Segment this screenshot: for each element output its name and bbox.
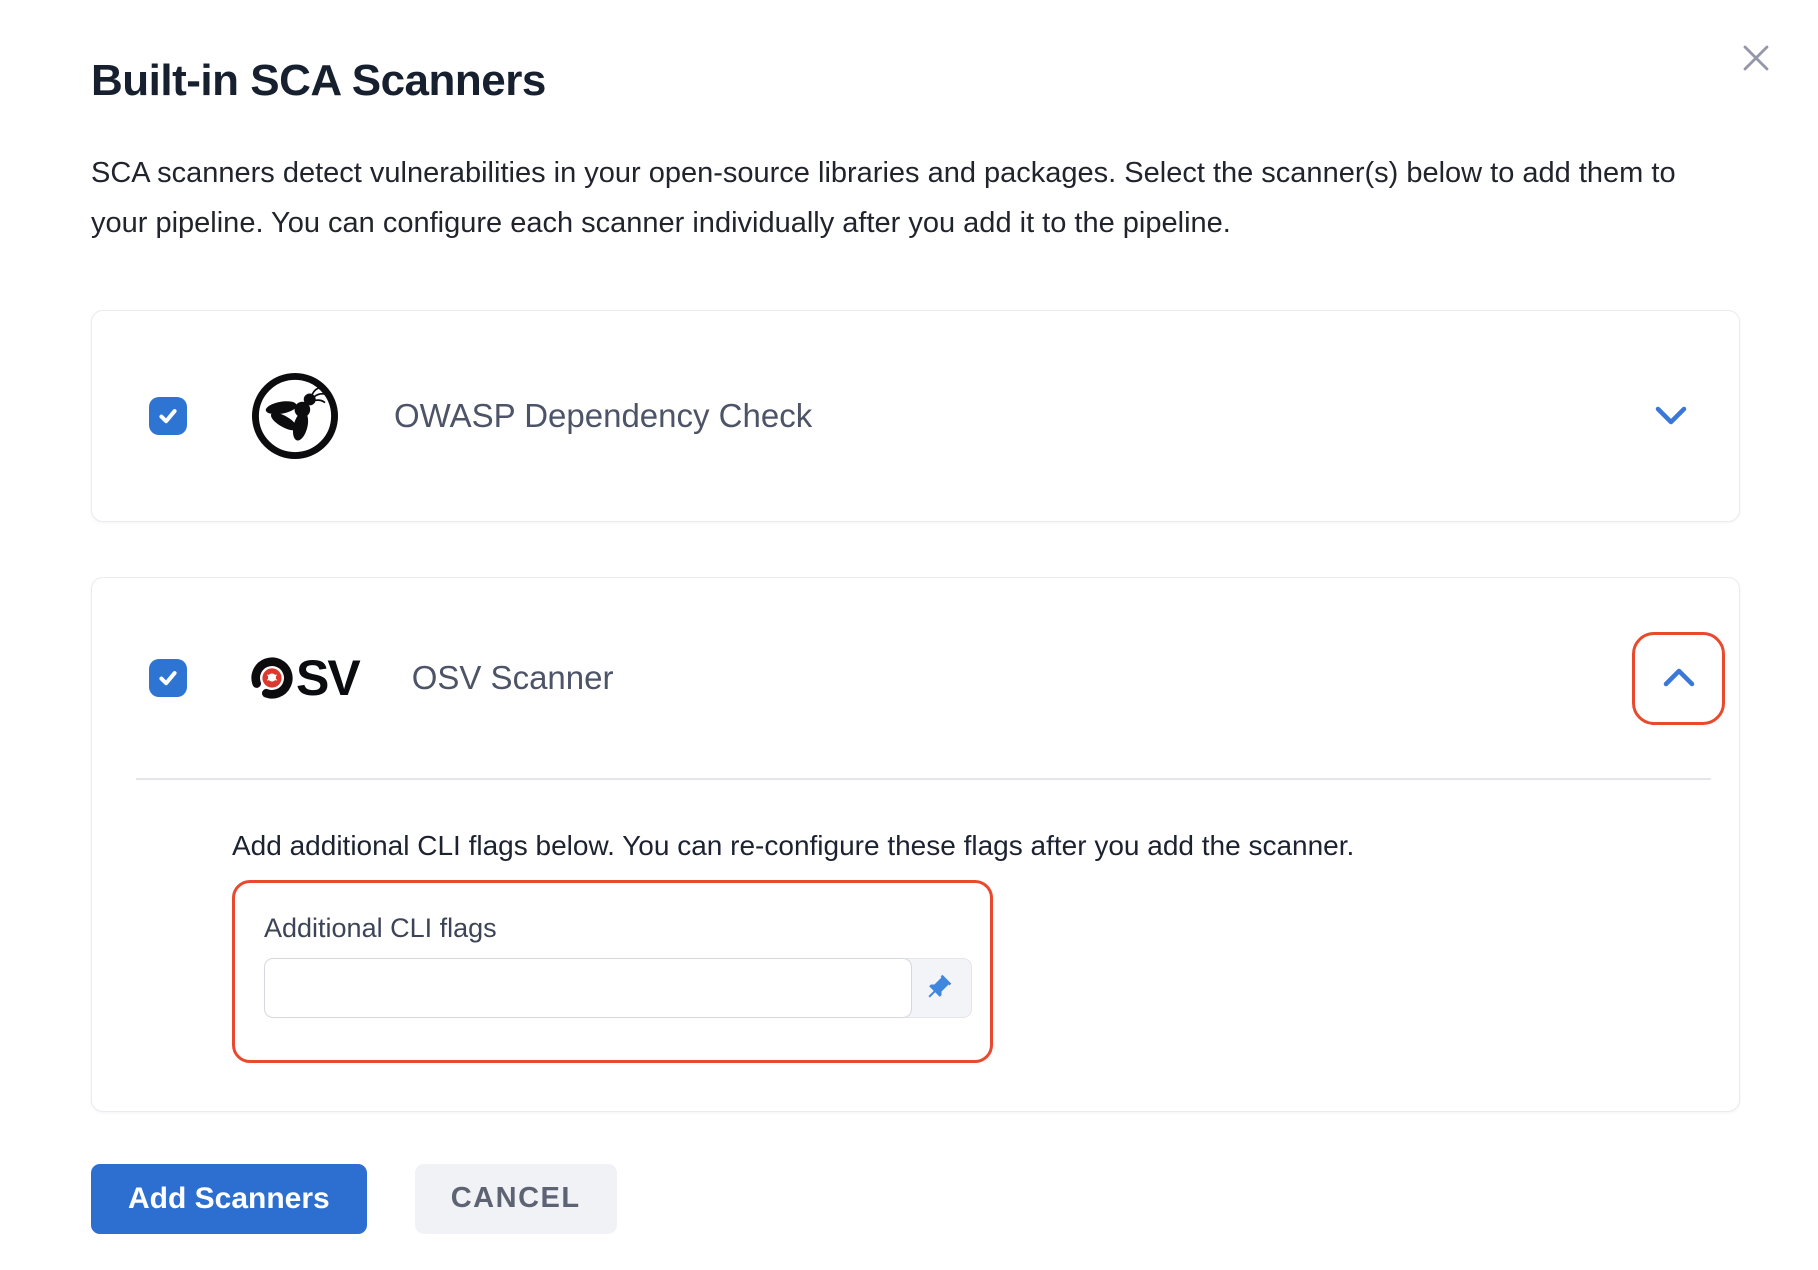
cancel-button[interactable]: CANCEL [415, 1164, 617, 1234]
owasp-checkbox[interactable] [149, 397, 187, 435]
osv-logo-icon [249, 650, 359, 706]
checkmark-icon [157, 667, 179, 689]
close-icon [1739, 41, 1773, 75]
close-button[interactable] [1738, 40, 1774, 76]
scanner-row-osv [92, 578, 1739, 778]
collapse-osv-button[interactable] [1632, 632, 1725, 725]
osv-checkbox[interactable] [149, 659, 187, 697]
checkmark-icon [157, 405, 179, 427]
add-scanners-button[interactable]: Add Scanners [91, 1164, 367, 1234]
dialog-footer [91, 1164, 1740, 1234]
scanner-name-owasp: OWASP Dependency Check [394, 397, 813, 434]
osv-logo-sv-text: SV [296, 650, 359, 706]
scanner-card-osv [91, 577, 1740, 1112]
scanner-name-osv: OSV Scanner [411, 659, 614, 696]
owasp-wasp-logo-icon [249, 370, 341, 462]
expand-owasp-button[interactable] [1648, 399, 1694, 433]
cli-flags-input[interactable] [264, 958, 912, 1018]
cli-flags-instruction: Add additional CLI flags below. You can re-configure these flags after you add the scanner. [232, 829, 1355, 861]
cli-flags-label: Additional CLI flags [264, 912, 497, 943]
chevron-down-icon [1654, 405, 1688, 427]
osv-config-section [92, 780, 1739, 1111]
chevron-up-icon [1662, 667, 1696, 689]
scanner-card-owasp [91, 310, 1740, 522]
cli-flags-input-group [264, 958, 972, 1018]
pushpin-icon [923, 973, 953, 1003]
scanner-row-owasp [92, 311, 1739, 521]
page-title: Built-in SCA Scanners [91, 56, 546, 105]
cli-flags-annotation-box [232, 880, 993, 1063]
dialog-description: SCA scanners detect vulnerabilities in your open-source libraries and packages. Select the scanner(s) below to add them to your pipeline. You can configure each scanner individually after you add it to the pipeline. [91, 157, 1676, 239]
